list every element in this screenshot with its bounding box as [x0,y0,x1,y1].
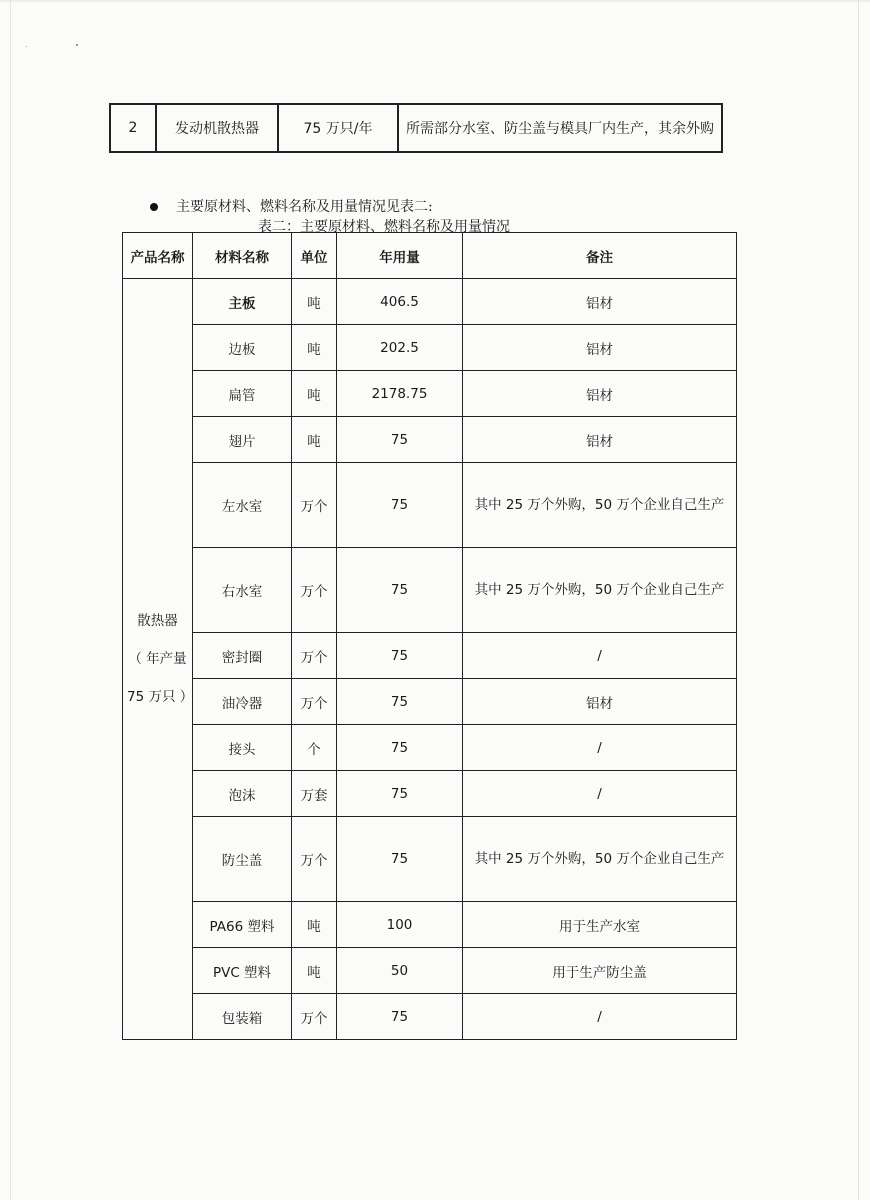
material-amount: 75 [337,725,463,771]
material-name: PVC 塑料 [193,948,292,994]
material-name: 密封圈 [193,633,292,679]
material-unit: 个 [292,725,337,771]
bullet-paragraph [150,196,433,216]
material-note: 其中 25 万个外购，50 万个企业自己生产 [463,817,737,902]
material-name: 油冷器 [193,679,292,725]
table-caption: 表二：主要原材料、燃料名称及用量情况 [258,219,510,235]
table-row [123,771,737,817]
material-note: 用于生产防尘盖 [463,948,737,994]
material-amount: 75 [337,463,463,548]
material-unit: 万个 [292,679,337,725]
material-name: 接头 [193,725,292,771]
scan-top-edge [0,0,870,3]
bullet-text: 主要原材料、燃料名称及用量情况见表二: [176,199,433,215]
material-name: PA66 塑料 [193,902,292,948]
material-name: 左水室 [193,463,292,548]
table-row [123,279,737,325]
material-unit: 吨 [292,902,337,948]
material-note: 铝材 [463,279,737,325]
material-amount: 75 [337,817,463,902]
material-unit: 万个 [292,633,337,679]
material-note: 铝材 [463,679,737,725]
capacity-note: 所需部分水室、防尘盖与模具厂内生产，其余外购 [398,104,722,152]
table-row [123,725,737,771]
material-unit: 吨 [292,948,337,994]
table-row [123,633,737,679]
material-unit: 吨 [292,417,337,463]
table-row [123,371,737,417]
product-name: 发动机散热器 [156,104,278,152]
header-unit: 单位 [292,233,337,279]
capacity-value: 75 万只/年 [278,104,398,152]
table-header-row [123,233,737,279]
material-amount: 2178.75 [337,371,463,417]
product-name: 散热器 [137,613,178,629]
table-row [110,104,722,152]
material-note: 其中 25 万个外购，50 万个企业自己生产 [463,548,737,633]
scan-left-edge [10,0,11,1200]
material-amount: 75 [337,548,463,633]
material-unit: 吨 [292,279,337,325]
material-amount: 202.5 [337,325,463,371]
bullet-icon [150,203,158,211]
table-row [123,902,737,948]
material-name: 右水室 [193,548,292,633]
material-note: 用于生产水室 [463,902,737,948]
header-material: 材料名称 [193,233,292,279]
header-amount: 年用量 [337,233,463,279]
header-note: 备注 [463,233,737,279]
material-name: 主板 [193,279,292,325]
material-note: / [463,994,737,1040]
material-amount: 406.5 [337,279,463,325]
table-row [123,948,737,994]
material-note: 铝材 [463,417,737,463]
product-output-line2: 75 万只 ） [127,689,194,705]
materials-table [122,232,737,1040]
product-output-line1: （ 年产量 [128,651,187,667]
scan-right-edge [858,0,859,1200]
material-note: 其中 25 万个外购，50 万个企业自己生产 [463,463,737,548]
material-amount: 75 [337,679,463,725]
table-row [123,325,737,371]
table-row [123,463,737,548]
material-note: / [463,771,737,817]
material-note: / [463,725,737,771]
material-note: 铝材 [463,371,737,417]
material-name: 泡沫 [193,771,292,817]
table-row [123,679,737,725]
table-row [123,548,737,633]
table-row [123,817,737,902]
material-unit: 万套 [292,771,337,817]
material-unit: 万个 [292,994,337,1040]
material-name: 防尘盖 [193,817,292,902]
material-name: 翅片 [193,417,292,463]
material-amount: 75 [337,633,463,679]
material-note: 铝材 [463,325,737,371]
material-amount: 100 [337,902,463,948]
material-unit: 吨 [292,325,337,371]
material-unit: 万个 [292,463,337,548]
header-product: 产品名称 [123,233,193,279]
row-number: 2 [110,104,156,152]
material-amount: 75 [337,771,463,817]
table-row [123,994,737,1040]
material-amount: 75 [337,994,463,1040]
capacity-table [109,103,723,153]
table-row [123,417,737,463]
material-name: 包装箱 [193,994,292,1040]
material-unit: 万个 [292,817,337,902]
scan-speck [26,46,27,47]
material-note: / [463,633,737,679]
material-amount: 75 [337,417,463,463]
material-unit: 吨 [292,371,337,417]
material-unit: 万个 [292,548,337,633]
material-amount: 50 [337,948,463,994]
material-name: 扁管 [193,371,292,417]
material-name: 边板 [193,325,292,371]
product-cell [123,279,193,1040]
scan-speck [76,44,78,46]
